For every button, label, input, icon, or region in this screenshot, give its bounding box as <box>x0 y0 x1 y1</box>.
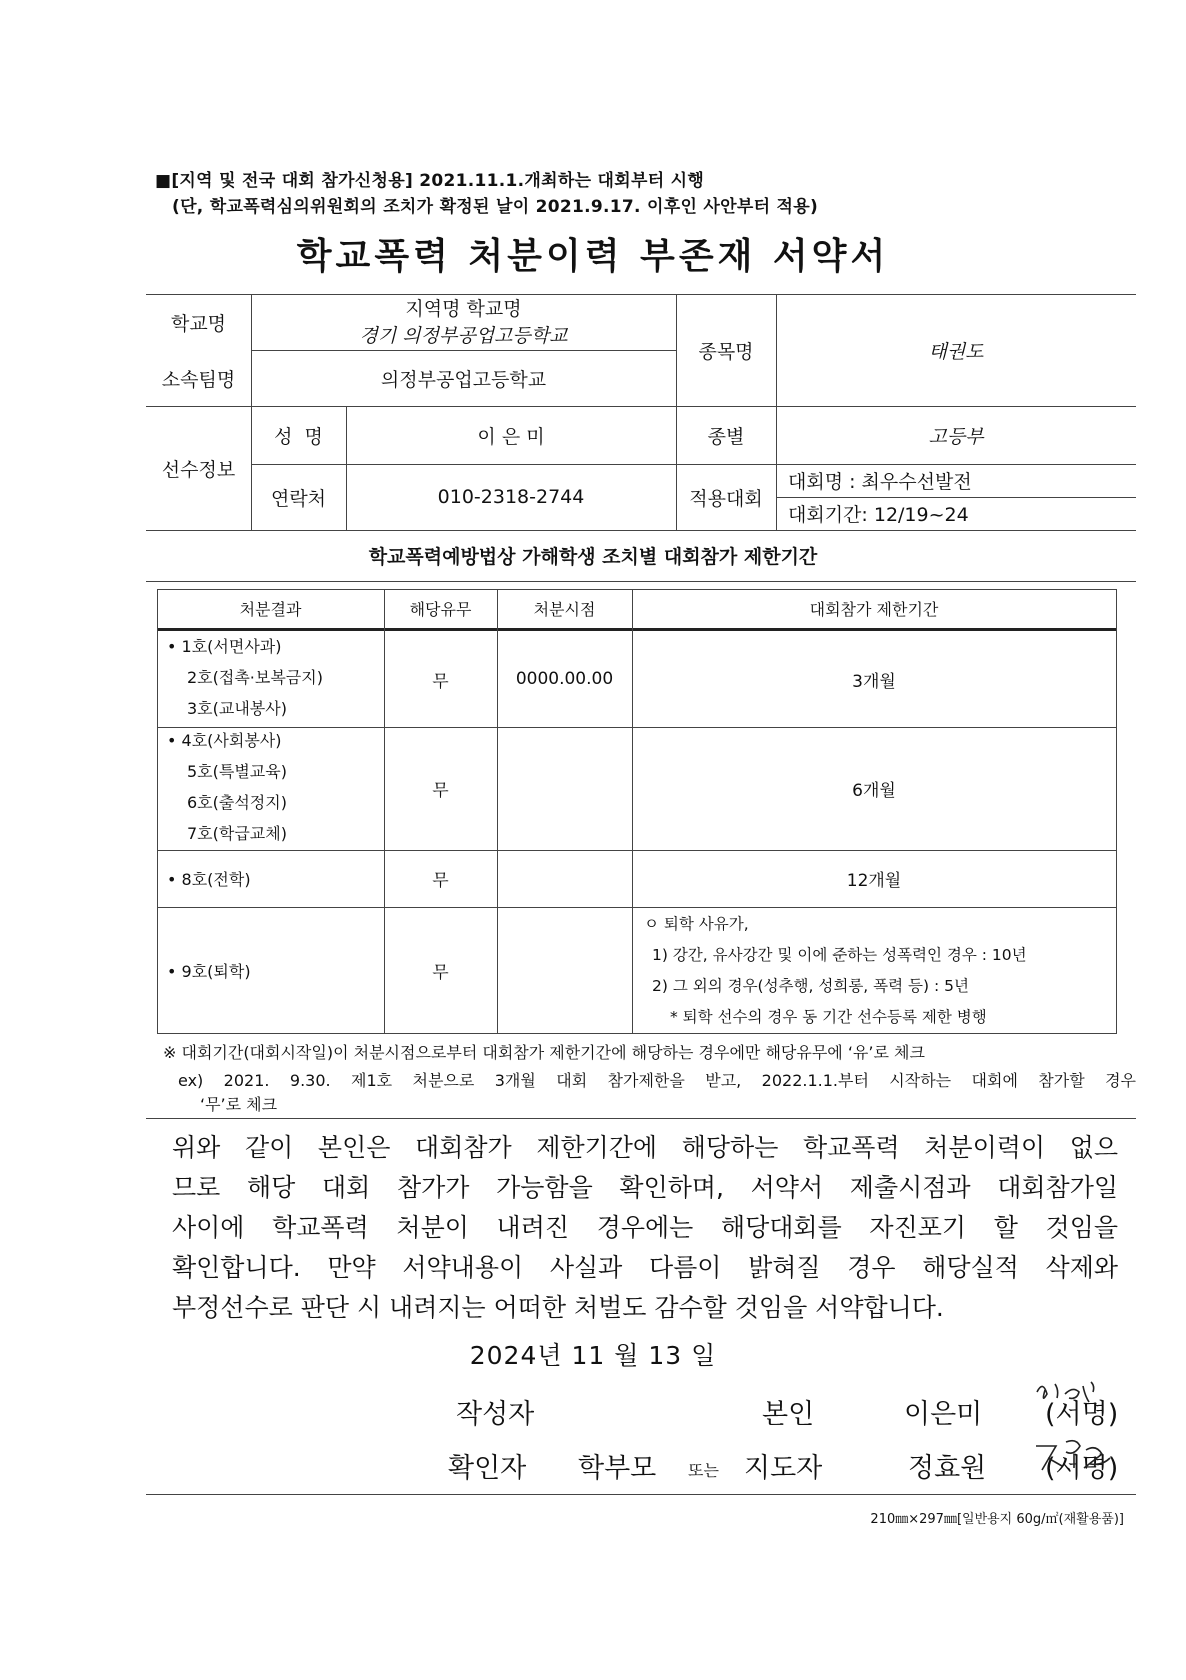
restriction-value: 6개월 <box>852 781 896 801</box>
restriction-value: 3개월 <box>852 671 896 692</box>
disposition-item: • 1호(서면사과) <box>167 637 282 656</box>
disposition-date-value <box>497 850 632 907</box>
disposition-item: • 4호(사회봉사) <box>167 731 282 750</box>
author-label: 작성자 <box>456 1399 535 1430</box>
school-sub-label: 지역명 학교명 <box>405 298 522 320</box>
confirmer-name: 정효원 <box>908 1453 987 1484</box>
disposition-date-value <box>497 907 632 1033</box>
restriction-line: 1) 강간, 유사강간 및 이에 준하는 성폭력인 경우 : 10년 <box>652 946 1027 964</box>
restriction-line: 2) 그 외의 경우(성추행, 성희롱, 폭력 등) : 5년 <box>652 977 969 995</box>
note-example-cont: ‘무’로 체크 <box>200 1095 278 1114</box>
pledge-line: 므로 해당 대회 참가가 가능함을 확인하며, 서약서 제출시점과 대회참가일 <box>172 1173 1118 1202</box>
applied-competition-label: 적용대회 <box>689 487 763 510</box>
paper-spec-footer: 210㎜×297㎜[일반용지 60g/㎡(재활용품)] <box>870 1512 1124 1527</box>
table-row <box>167 725 287 849</box>
disposition-date-value <box>497 727 632 850</box>
event-value: 태권도 <box>928 340 984 363</box>
disposition-date-value: 0000.00.00 <box>515 669 614 689</box>
player-info-label: 선수정보 <box>161 458 236 481</box>
competition-period: 대회기간: 12/19~24 <box>788 504 969 526</box>
disposition-item: 7호(학급교체) <box>187 824 287 843</box>
applicable-value: 무 <box>432 962 449 983</box>
header-restriction-period: 대회참가 제한기간 <box>809 600 939 619</box>
contact-value: 010-2318-2744 <box>437 486 585 508</box>
pledge-line: 위와 같이 본인은 대회참가 제한기간에 해당하는 학교폭력 처분이력이 없으 <box>172 1133 1118 1162</box>
restriction-subtitle: 학교폭력예방법상 가해학생 조치별 대회참가 제한기간 <box>368 546 818 568</box>
event-label: 종목명 <box>698 340 754 363</box>
or-label: 또는 <box>688 1461 719 1480</box>
author-handwritten-signature <box>1025 1374 1115 1422</box>
author-name: 이은미 <box>904 1399 983 1430</box>
restriction-line: ㅇ 퇴학 사유가, <box>644 915 749 933</box>
name-value: 이 은 미 <box>477 425 545 448</box>
disposition-item: 5호(특별교육) <box>187 762 287 781</box>
pledge-date: 2024년 11 월 13 일 <box>469 1341 717 1370</box>
division-value: 고등부 <box>928 425 984 448</box>
applicable-value: 무 <box>432 871 449 891</box>
school-value: 경기 의정부공업고등학교 <box>359 324 568 347</box>
confirmer-handwritten-signature <box>1030 1432 1122 1482</box>
team-label: 소속팀명 <box>161 368 236 391</box>
header-disposition-result: 처분결과 <box>239 600 302 619</box>
note-example: ex) 2021. 9.30. 제1호 처분으로 3개월 대회 참가제한을 받고, 2022.1.1.부터 시작하는 대회에 참가할 경우 <box>178 1071 1136 1090</box>
header-disposition-date: 처분시점 <box>533 600 596 619</box>
pledge-line: 부정선수로 판단 시 내려지는 어떠한 처벌도 감수할 것임을 서약합니다. <box>172 1293 944 1322</box>
restriction-line: * 퇴학 선수의 경우 동 기간 선수등록 제한 병행 <box>670 1008 987 1026</box>
document-title: 학교폭력 처분이력 부존재 서약서 <box>296 236 890 277</box>
competition-name: 대회명 : 최우수선발전 <box>788 471 972 493</box>
expulsion-restriction <box>644 909 1027 1033</box>
parent-label: 학부모 <box>578 1453 657 1484</box>
header-applicable: 해당유무 <box>409 600 472 619</box>
pledge-line: 확인합니다. 만약 서약내용이 사실과 다름이 밝혀질 경우 해당실적 삭제와 <box>172 1253 1118 1282</box>
disposition-item: • 8호(전학) <box>167 870 251 889</box>
applicable-value: 무 <box>432 671 449 692</box>
notice-line-2: (단, 학교폭력심의위원회의 조치가 확정된 날이 2021.9.17. 이후인 사안부터 적용) <box>172 197 819 217</box>
disposition-item: • 9호(퇴학) <box>167 961 251 981</box>
pledge-line: 사이에 학교폭력 처분이 내려진 경우에는 해당대회를 자진포기 할 것임을 <box>172 1213 1118 1242</box>
table-row <box>167 631 323 724</box>
notice-line-1: ■[지역 및 전국 대회 참가신청용] 2021.11.1.개최하는 대회부터 시행 <box>155 171 705 191</box>
disposition-item: 6호(출석정지) <box>187 793 287 812</box>
contact-label: 연락처 <box>270 487 327 510</box>
author-sign-mark: (서명) <box>1045 1399 1119 1430</box>
confirmer-sign-mark: (서명) <box>1045 1453 1119 1484</box>
applicable-value: 무 <box>432 781 449 801</box>
disposition-item: 3호(교내봉사) <box>187 699 287 718</box>
name-label: 성 명 <box>274 425 323 448</box>
school-label: 학교명 <box>170 312 227 335</box>
disposition-item: 2호(접촉·보복금지) <box>187 668 323 687</box>
note-checking-rule: ※ 대회기간(대회시작일)이 처분시점으로부터 대회참가 제한기간에 해당하는 경우에만 해당유무에 ‘유’로 체크 <box>163 1043 925 1062</box>
coach-label: 지도자 <box>744 1453 823 1484</box>
confirmer-label: 확인자 <box>448 1453 527 1484</box>
restriction-value: 12개월 <box>846 871 902 891</box>
division-label: 종별 <box>707 425 745 448</box>
team-value: 의정부공업고등학교 <box>380 368 547 391</box>
pledge-text <box>172 1128 1118 1328</box>
self-label: 본인 <box>762 1399 815 1430</box>
